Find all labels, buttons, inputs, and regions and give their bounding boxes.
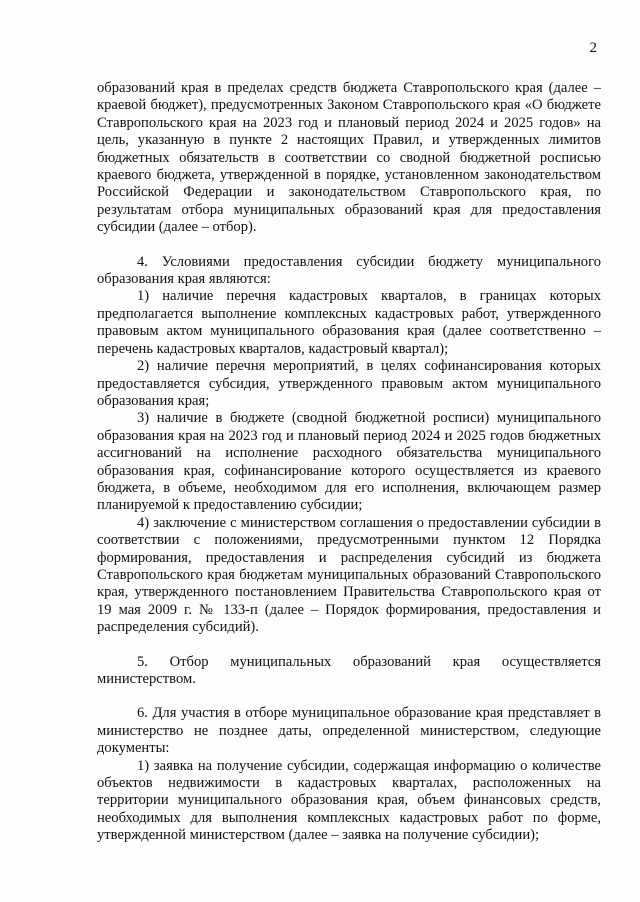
paragraph-continuation: образований края в пределах средств бюджета Ставропольского края (далее – краевой бюджет), предусмотренных Законом Ставропольского края «О бюджете Ставропольского края на 2023 год и плановый период 2024 и 2025 годов» на цель, указанную в пункте 2 настоящих Правил, и утвержденных лимитов бюджетных обязательств в соответствии со сводной бюджетной росписью краевого бюджета, утвержденной в порядке, установленном законодательством Российской Федерации и законодательством Ставропольского края, по результатам отбора муниципальных образований края для предоставления субсидии (далее – отбор). <box>97 80 601 236</box>
paragraph-condition-1: 1) наличие перечня кадастровых кварталов, в границах которых предполагается выполнение комплексных кадастровых работ, утвержденного правовым актом муниципального образования края (далее соответственно – перечень кадастровых кварталов, кадастровый квартал); <box>97 288 601 357</box>
paragraph-condition-2: 2) наличие перечня мероприятий, в целях софинансирования которых предоставляется субсидия, утвержденного правовым актом муниципального образования края; <box>97 358 601 409</box>
paragraph-condition-3: 3) наличие в бюджете (сводной бюджетной росписи) муниципального образования края на 2023 год и плановый период 2024 и 2025 годов бюджетных ассигнований на исполнение расходного обязательства муниципального образования края, софинансирование которого осуществляется из краевого бюджета, в объеме, необходимом для его исполнения, включающем размер планируемой к предоставлению субсидии; <box>97 410 601 514</box>
paragraph-document-1: 1) заявка на получение субсидии, содержащая информацию о количестве объектов недвижимости в кадастровых кварталах, расположенных на территории муниципального образования края, объем финансовых средств, необходимых для выполнения комплексных кадастровых работ по форме, утвержденной министерством (далее – заявка на получение субсидии); <box>97 757 601 844</box>
paragraph-condition-4: 4) заключение с министерством соглашения о предоставлении субсидии в соответствии с положениями, предусмотренными пунктом 12 Порядка формирования, предоставления и распределения субсидий из бюджета Ставропольского края бюджетам муниципальных образований Ставропольского края, утвержденного постановлением Правительства Ставропольского края от 19 мая 2009 г. № 133-п (далее – Порядок формирования, предоставления и распределения субсидий). <box>97 514 601 636</box>
paragraph-section-6: 6. Для участия в отборе муниципальное образование края представляет в министерство не позднее даты, определенной министерством, следующие документы: <box>97 705 601 757</box>
paragraph-section-5: 5. Отбор муниципальных образований края осуществляется министерством. <box>97 653 601 687</box>
document-body <box>97 80 601 845</box>
page-number: 2 <box>589 40 597 56</box>
paragraph-section-4: 4. Условиями предоставления субсидии бюджету муниципального образования края являются: <box>97 253 601 288</box>
